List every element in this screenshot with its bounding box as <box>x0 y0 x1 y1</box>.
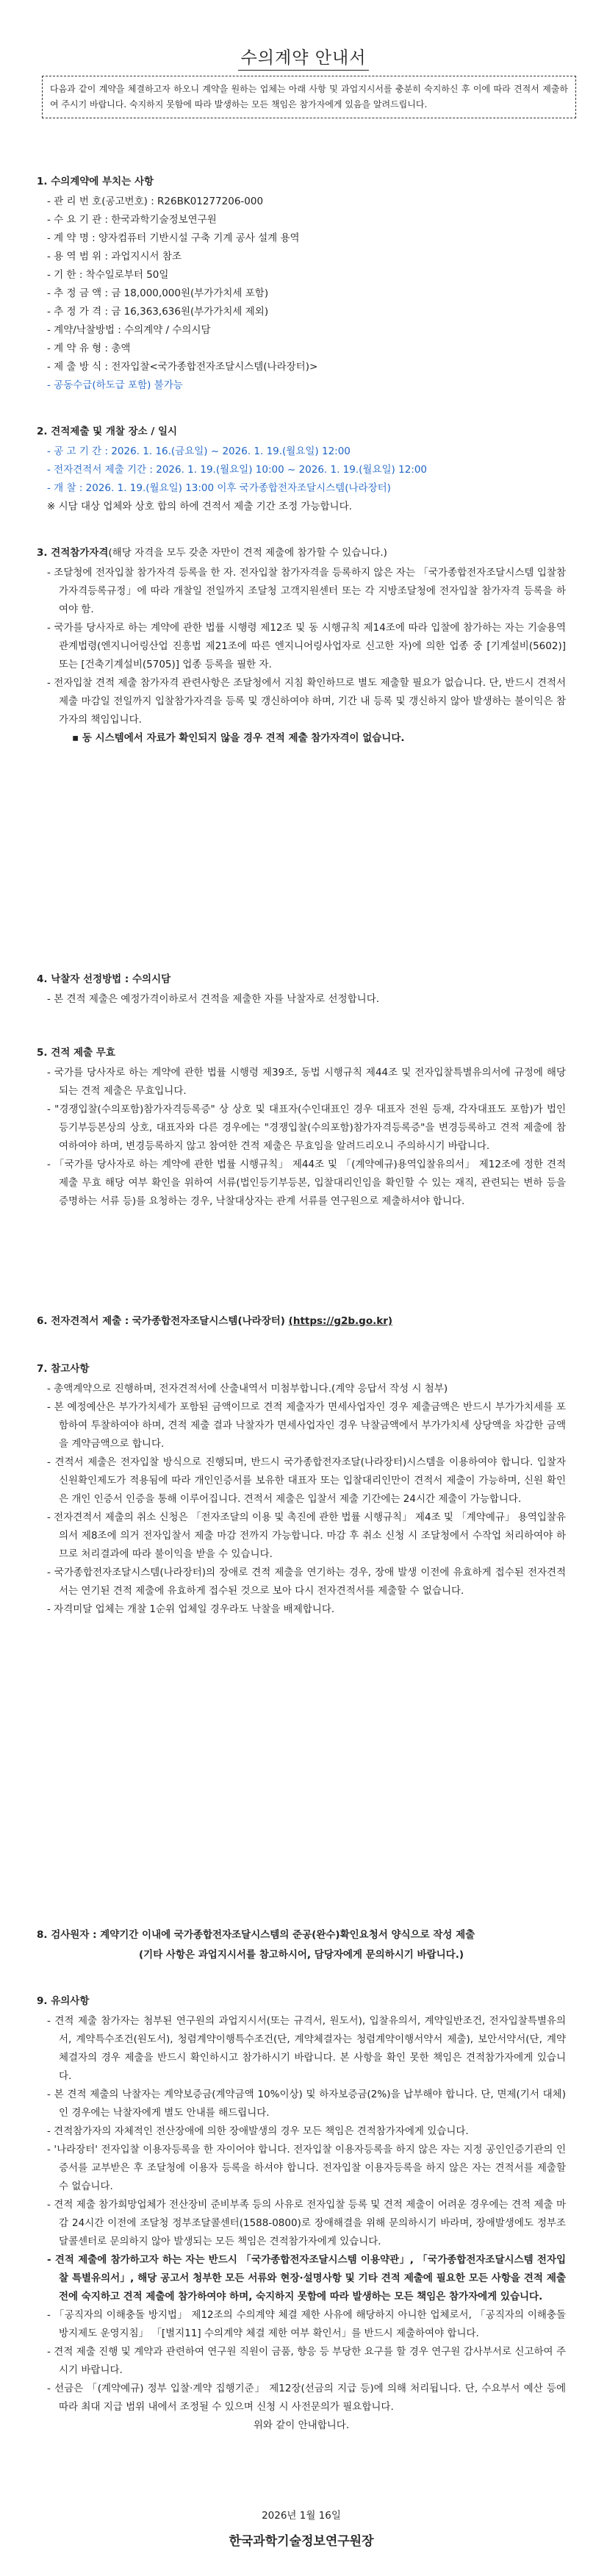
s1-item: - 관 리 번 호(공고번호) : R26BK01277206-000 <box>47 196 264 207</box>
s4-paragraph: - 본 견적 제출은 예정가격이하로서 견적을 제출한 자를 낙찰자로 선정합니다. <box>47 993 380 1005</box>
section-8-heading: 8. 검사원자 : 계약기간 이내에 국가종합전자조달시스템의 준공(완수)확인요청서 양식으로 작성 제출 <box>37 1929 475 1941</box>
s3-paragraph: - 국가를 당사자로 하는 계약에 관한 법률 시행령 제12조 및 동 시행규칙 제14조에 따라 입찰에 참가하는 자는 기술용역관계법령(엔지니어링산업 진흥법 제21조에 따른 엔지니어링사업자로 신고한 자)에 의한 업종 중 [기계설비(5602)] 또는 [건축기계설비(5705)] 업종 등록을 필한 자. <box>47 622 566 670</box>
s2-item: - 개 찰 : 2026. 1. 19.(월요일) 13:00 이후 국가종합전자조달시스템(나라장터) <box>47 482 391 494</box>
s2-item: - 공 고 기 간 : 2026. 1. 16.(금요일) ~ 2026. 1. 19.(월요일) 12:00 <box>47 446 351 457</box>
issuing-organization: 한국과학기술정보연구원장 <box>229 2534 374 2549</box>
s8-sub: (기타 사항은 과업지시서를 참고하시어, 담당자에게 문의하시기 바랍니다.) <box>138 1949 464 1961</box>
s1-item: - 추 정 금 액 : 금 18,000,000원(부가가치세 포함) <box>47 287 269 299</box>
section-3-heading: 3. 견적참가자격(해당 자격을 모두 갖춘 자만이 견적 제출에 참가할 수 있습니다.) <box>37 547 387 559</box>
closing-text: 위와 같이 안내합니다. <box>253 2419 350 2431</box>
notice-box: 다음과 같이 계약을 체결하고자 하오니 계약을 원하는 업체는 아래 사항 및 과업지시서를 충분히 숙지하신 후 이에 따라 견적서 제출하여 주시기 바랍니다. 숙지하지 못함에 따라 발생하는 모든 책임은 참가자에게 있음을 알려드립니다. <box>42 76 576 118</box>
s7-paragraph: - 전자견적서 제출의 취소 신청은 「전자조달의 이용 및 촉진에 관한 법률 시행규칙」 제4조 및 「계약예규」 용역입찰유의서 제8조에 의거 전자입찰서 제출 마감 전까지 가능합니다. 마감 후 취소 신청 시 조달청에서 수작업 처리하여야 하므로 처리결과에 따라 불이익을 받을 수 있습니다. <box>47 1511 566 1560</box>
s1-item: - 계 약 명 : 양자컴퓨터 기반시설 구축 기계 공사 설계 용역 <box>47 232 300 244</box>
section-5-heading: 5. 견적 제출 무효 <box>37 1047 115 1059</box>
s7-paragraph: - 자격미달 업체는 개찰 1순위 업체일 경우라도 낙찰을 배제합니다. <box>47 1603 335 1615</box>
s3-bullet: ▪ 동 시스템에서 자료가 확인되지 않을 경우 견적 제출 참가자격이 없습니다. <box>72 732 405 744</box>
s9-paragraph: - 「공직자의 이해충돌 방지법」 제12조의 수의계약 체결 제한 사유에 해당하지 아니한 업체로서, 「공직자의 이해충돌 방지제도 운영지침」 「[별지11] 수의계약 체결 제한 여부 확인서」를 반드시 제출하여야 합니다. <box>47 2309 566 2339</box>
section-4 <box>37 970 566 1009</box>
s2-item: - 전자견적서 제출 기간 : 2026. 1. 19.(월요일) 10:00 ~ 2026. 1. 19.(월요일) 12:00 <box>47 464 428 476</box>
s1-item: - 기 한 : 착수일로부터 50일 <box>47 269 169 281</box>
s1-item: - 계약/낙찰방법 : 수의계약 / 수의시담 <box>47 324 211 336</box>
s9-paragraph: - 견적 제출 참가자는 첨부된 연구원의 과업지시서(또는 규격서, 원도서), 입찰유의서, 계약일반조건, 전자입찰특별유의서, 계약특수조건(원도서), 청렴계약이행특수조건(단, 계약체결자는 청렴계약이행서약서 제출), 보안서약서(단, 계약체결자의 경우 제출을 반드시 확인하시고 참가하시기 바랍니다. 본 사항을 확인 못한 책임은 견적참가자에게 있습니다. <box>47 2015 566 2082</box>
s9-paragraph: - 견적 제출 참가희망업체가 전산장비 준비부족 등의 사유로 전자입찰 등록 및 견적 제출이 어려운 경우에는 견적 제출 마감 24시간 이전에 조달청 정부조달콜센터(1588-0800)로 장애해결을 위해 문의하시기 바라며, 장애발생에도 정부조달콜센터로 문의하지 않아 발생되는 모든 책임은 견적참가자에게 있습니다. <box>47 2199 566 2247</box>
section-1-heading: 1. 수의계약에 부치는 사항 <box>37 176 154 187</box>
s1-item: - 수 요 기 관 : 한국과학기술정보연구원 <box>47 214 217 226</box>
section-5 <box>37 1044 566 1211</box>
section-6 <box>37 1312 566 1332</box>
g2b-link[interactable]: (https://g2b.go.kr) <box>288 1315 393 1327</box>
s1-item: - 계 약 유 형 : 총액 <box>47 343 131 354</box>
s5-paragraph: - "경쟁입찰(수의포함)참가자격등록증" 상 상호 및 대표자(수인대표인 경우 대표자 전원 등재, 각자대표도 포함)가 법인등기부등본상의 상호, 대표자와 다른 경우에는 "경쟁입찰(수의포함)참가자격등록증"을 변경등록하고 견적 제출에 참여하여야 하며, 변경등록하지 않고 참여한 견적 제출은 무효임을 알려드리오니 주의하시기 바랍니다. <box>47 1103 566 1152</box>
s9-paragraph: - 견적 제출 진행 및 계약과 관련하여 연구원 직원이 금품, 향응 등 부당한 요구를 할 경우 연구원 감사부서로 신고하여 주시기 바랍니다. <box>47 2346 566 2376</box>
s9-paragraph: - 견적참가자의 자체적인 전산장애에 의한 장애발생의 경우 모든 책임은 견적참가자에게 있습니다. <box>47 2125 469 2137</box>
s9-paragraph: - '나라장터' 전자입찰 이용자등록을 한 자이어야 합니다. 전자입찰 이용자등록을 하지 않은 자는 지정 공인인증기관의 인증서를 교부받은 후 조달청에 이용자 등록을 하셔야 합니다. 전자입찰 이용자등록을 하지 않은 자는 견적서를 제출할 수 없습니다. <box>47 2144 566 2192</box>
section-2 <box>37 423 566 516</box>
s9-paragraph: - 선금은 「(계약예규) 정부 입찰·계약 집행기준」 제12장(선금의 지급 등)에 의해 처리됩니다. 단, 수요부서 예산 등에 따라 최대 지급 범위 내에서 조정될 수 있으며 신청 시 사전문의가 필요합니다. <box>47 2383 566 2413</box>
section-9 <box>37 1992 566 2435</box>
s7-paragraph: - 국가종합전자조달시스템(나라장터)의 장애로 견적 제출을 연기하는 경우, 장애 발생 이전에 유효하게 접수된 전자견적서는 연기된 견적 제출에 유효하게 접수된 것으로 보아 다시 전자견적서를 제출할 수 없습니다. <box>47 1567 566 1597</box>
issue-date: 2026년 1월 16일 <box>262 2510 341 2522</box>
s3-paragraph: - 조달청에 전자입찰 참가자격 등록을 한 자. 전자입찰 참가자격을 등록하지 않은 자는 「국가종합전자조달시스템 입찰참가자격등록규정」에 따라 개찰일 전일까지 조달청 고객지원센터 또는 각 지방조달청에 전자입찰 참가자격 등록을 하여야 함. <box>47 567 566 615</box>
section-7 <box>37 1360 566 1619</box>
s2-note: ※ 시담 대상 업체와 상호 합의 하에 견적서 제출 기간 조정 가능합니다. <box>47 501 352 512</box>
section-2-heading: 2. 견적제출 및 개찰 장소 / 일시 <box>37 426 178 437</box>
s7-paragraph: - 본 예정예산은 부가가치세가 포함된 금액이므로 견적 제출자가 면세사업자인 경우 제출금액은 반드시 부가가치세를 포함하여 투찰하여야 하며, 견적 제출 결과 낙찰자가 면세사업자인 경우 낙찰금액에서 부가가치세 상당액을 차감한 금액을 계약금액으로 합니다. <box>47 1401 566 1450</box>
document-title: 수의계약 안내서 <box>0 44 607 68</box>
section-8 <box>37 1926 566 1964</box>
s9-paragraph: - 본 견적 제출의 낙찰자는 계약보증금(계약금액 10%이상) 및 하자보증금(2%)을 납부해야 합니다. 단, 면제(기서 대체)인 경우에는 낙찰자에게 별도 안내를 해드립니다. <box>47 2089 566 2119</box>
section-3 <box>37 544 566 748</box>
s9-paragraph: - 견적 제출에 참가하고자 하는 자는 반드시 「국가종합전자조달시스템 이용약관」, 「국가종합전자조달시스템 전자입찰 특별유의서」, 해당 공고서 청부한 모든 서류와 현장·설명사항 및 기타 견적 제출에 필요한 모든 사항을 견적 제출 전에 숙지하고 견적 제출에 참가하여야 하며, 숙지하지 못함에 따라 발생하는 모든 책임은 참가자에게 있습니다. <box>47 2254 566 2303</box>
s7-paragraph: - 견적서 제출은 전자입찰 방식으로 진행되며, 반드시 국가종합전자조달(나라장터)시스템을 이용하여야 합니다. 입찰자 신원확인제도가 적용됨에 따라 개인인증서를 보유한 대표자 또는 입찰대리인만이 견적서 제출이 가능하며, 신원 확인은 개인 인증서 인증을 통해 이루어집니다. 견적서 제출은 입찰서 제출 기간에는 24시간 제출이 가능합니다. <box>47 1456 566 1505</box>
s1-item: - 추 정 가 격 : 금 16,363,636원(부가가치세 제외) <box>47 306 269 318</box>
s5-paragraph: - 「국가를 당사자로 하는 계약에 관한 법률 시행규칙」 제44조 및 「(계약예규)용역입찰유의서」 제12조에 정한 견적 제출 무효 해당 여부 확인을 위하여 서류(법인등기부등본, 입찰대리인임을 확인할 수 있는 재직, 관련되는 변하 등을 증명하는 서류 등)를 요청하는 경우, 낙찰대상자는 관계 서류를 연구원으로 제출하셔야 합니다. <box>47 1159 566 1207</box>
s1-item: - 용 역 범 위 : 과업지시서 참조 <box>47 251 182 262</box>
s1-joint-supply: - 공동수급(하도급 포함) 불가능 <box>47 379 183 391</box>
section-4-heading: 4. 낙찰자 선정방법 : 수의시담 <box>37 973 171 985</box>
section-7-heading: 7. 참고사항 <box>37 1363 90 1375</box>
section-6-heading: 6. 전자견적서 제출 : 국가종합전자조달시스템(나라장터) (https://g2b.go.kr) <box>37 1315 393 1327</box>
section-9-heading: 9. 유의사항 <box>37 1995 90 2007</box>
section-1 <box>37 173 566 395</box>
s7-paragraph: - 총액계약으로 진행하며, 전자견적서에 산출내역서 미첨부합니다.(계약 응답서 작성 시 첨부) <box>47 1383 448 1395</box>
s3-paragraph: - 전자입찰 견적 제출 참가자격 관련사항은 조달청에서 지침 확인하므로 별도 제출할 필요가 없습니다. 단, 반드시 견적서 제출 마감일 전일까지 입찰참가자격을 등록 및 갱신하여야 하며, 기간 내 등록 및 갱신하지 않아 발생하는 불이익은 참가자의 책임입니다. <box>47 677 566 726</box>
s5-paragraph: - 국가를 당사자로 하는 계약에 관한 법률 시행령 제39조, 동법 시행규칙 제44조 및 전자입찰특별유의서에 규정에 해당되는 견적 제출은 무효입니다. <box>47 1067 566 1097</box>
s1-item: - 제 출 방 식 : 전자입찰<국가종합전자조달시스템(나라장터)> <box>47 361 318 373</box>
